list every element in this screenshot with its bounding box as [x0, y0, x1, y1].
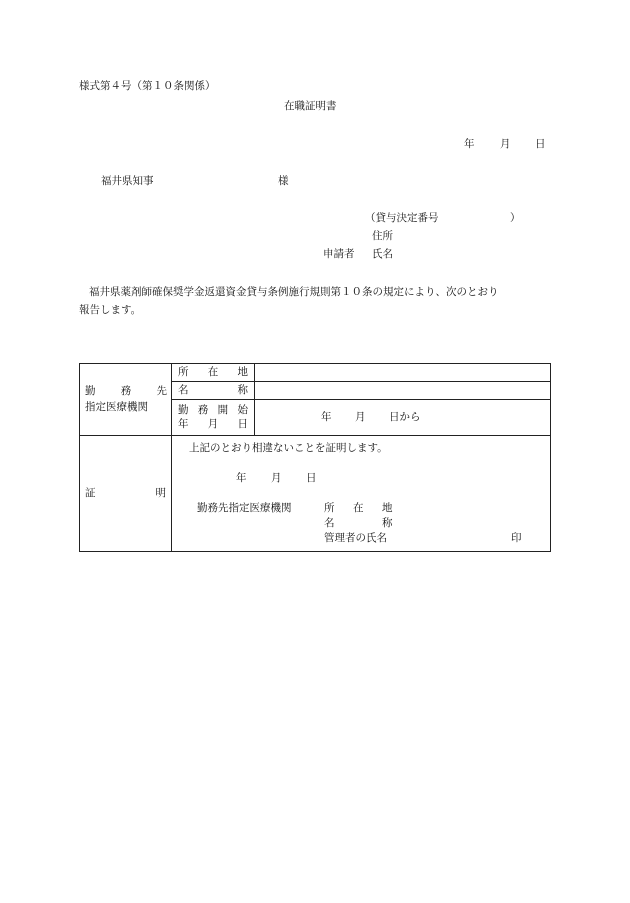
cert-location-1: 所 [324, 502, 335, 514]
cert-manager: 管理者の氏名 [324, 532, 387, 544]
cert-statement: 上記のとおり相違ないことを証明します。 [189, 442, 388, 454]
start-year: 年 [321, 411, 332, 423]
workplace-label-cell [80, 364, 172, 436]
date-month: 月 [500, 138, 511, 150]
cert-location-3: 地 [382, 502, 393, 514]
workplace-label-line2: 指定医療機関 [85, 400, 148, 413]
loan-number-close: ） [510, 212, 521, 224]
cert-name-2: 称 [382, 517, 393, 529]
body-text-line2: 報告します。 [79, 304, 142, 316]
certification-cell[interactable] [172, 436, 551, 552]
cert-year: 年 [236, 472, 247, 484]
addressee-honorific: 様 [278, 175, 289, 187]
workplace-label-line1: 勤 務 先 [85, 384, 167, 397]
name-label-cell: 名 称 [172, 382, 255, 400]
start-month: 月 [355, 411, 366, 423]
employment-form-table [79, 363, 551, 552]
address-label: 住所 [372, 230, 393, 242]
body-text-line1: 福井県薬剤師確保奨学金返還資金貸与条例施行規則第１０条の規定により、次のとおり [89, 286, 499, 298]
cert-name-1: 名 [324, 517, 335, 529]
start-day: 日から [389, 411, 421, 423]
name-label: 氏名 [372, 248, 393, 260]
start-date-value-cell[interactable] [255, 400, 551, 436]
certification-label-cell: 証 明 [80, 436, 172, 552]
seal-mark: 印 [511, 532, 522, 544]
name-value-cell[interactable] [255, 382, 551, 400]
location-value-cell[interactable] [255, 364, 551, 382]
addressee-name: 福井県知事 [101, 175, 154, 187]
location-label-cell: 所 在 地 [172, 364, 255, 382]
cert-month: 月 [271, 472, 282, 484]
cert-day: 日 [306, 472, 317, 484]
loan-number-open: （貸与決定番号 [365, 212, 439, 224]
document-title: 在職証明書 [284, 100, 337, 112]
date-day: 日 [535, 138, 546, 150]
cert-location-2: 在 [353, 502, 364, 514]
form-number: 様式第４号（第１０条関係） [79, 80, 216, 92]
start-date-label-cell: 勤 務 開 始 年 月 日 [172, 400, 255, 436]
applicant-label: 申請者 [323, 248, 355, 260]
date-year: 年 [464, 138, 475, 150]
cert-institution: 勤務先指定医療機関 [197, 502, 292, 514]
